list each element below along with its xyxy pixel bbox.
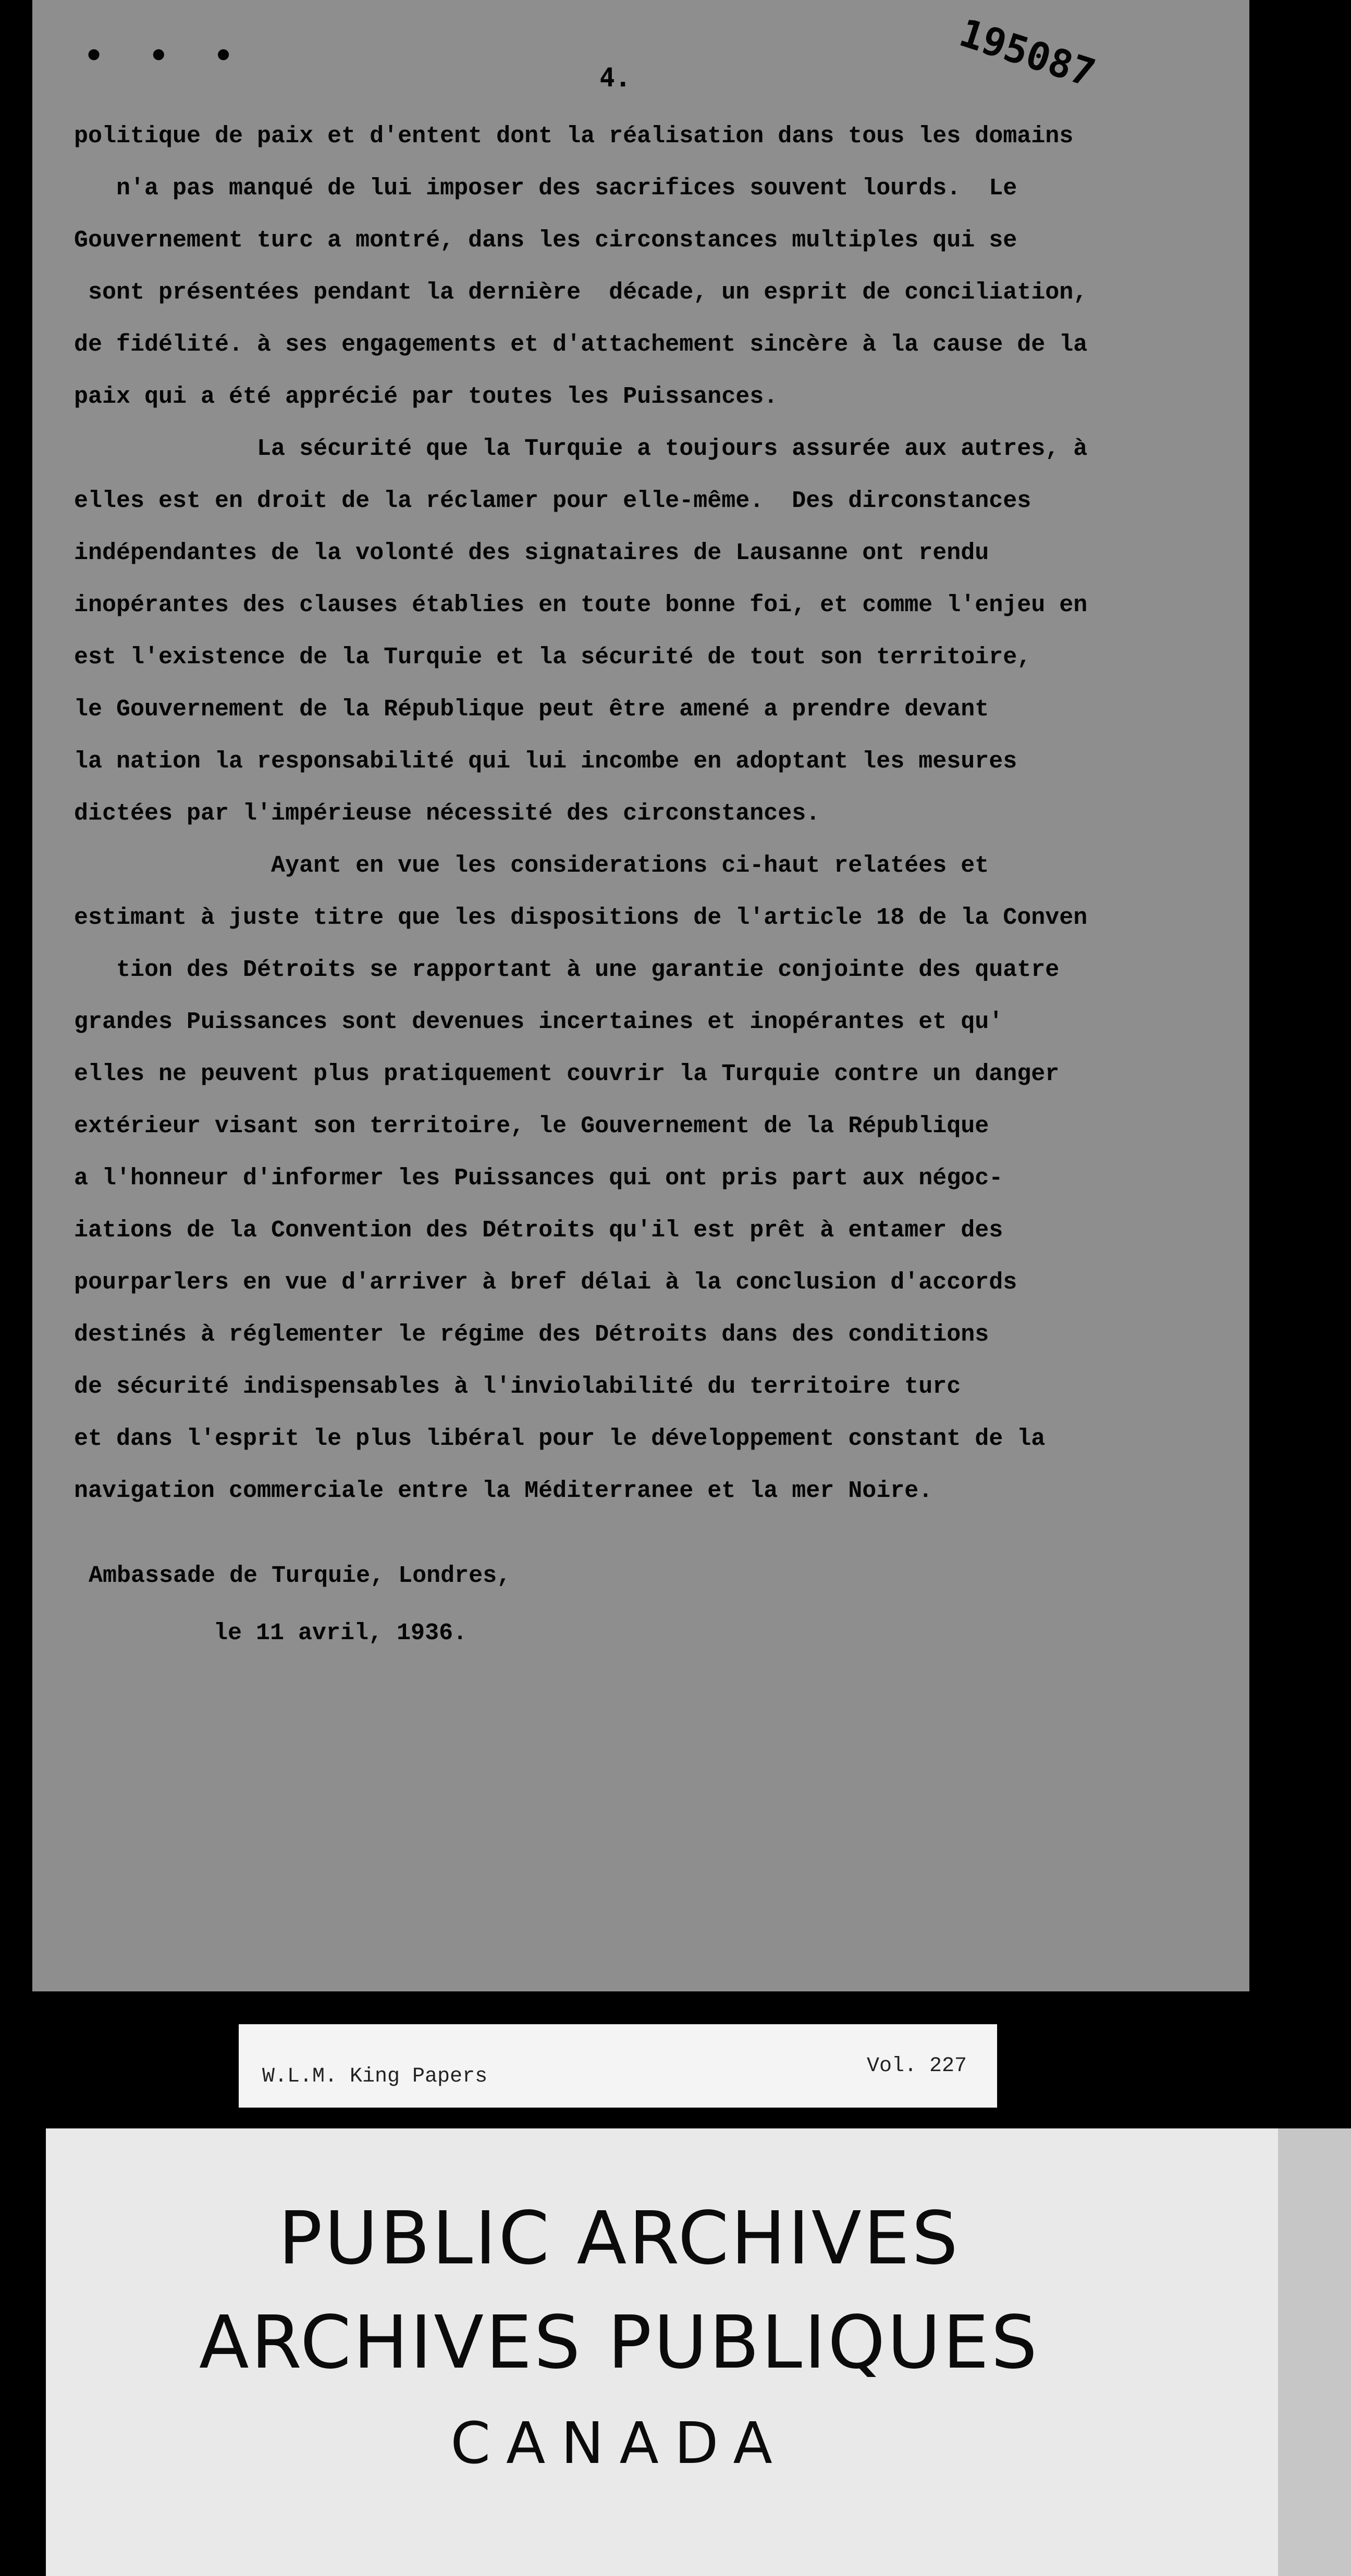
text-line: La sécurité que la Turquie a toujours assurée aux autres, à: [74, 436, 1088, 462]
collection-label: [239, 2024, 997, 2108]
text-line: de sécurité indispensables à l'inviolabilité du territoire turc: [74, 1373, 961, 1400]
letter-body: [74, 110, 1221, 1517]
text-line: et dans l'esprit le plus libéral pour le développement constant de la: [74, 1426, 1046, 1452]
archive-title-fr: ARCHIVES PUBLIQUES: [199, 2300, 1040, 2385]
text-line: destinés à réglementer le régime des Détroits dans des conditions: [74, 1321, 989, 1348]
text-line: a l'honneur d'informer les Puissances qui ont pris part aux négoc-: [74, 1165, 1003, 1192]
document-page: [32, 0, 1249, 1991]
text-line: Gouvernement turc a montré, dans les circonstances multiples qui se: [74, 227, 1017, 254]
archive-title-en: PUBLIC ARCHIVES: [278, 2196, 960, 2281]
text-line: de fidélité. à ses engagements et d'attachement sincère à la cause de la: [74, 331, 1088, 358]
text-line: grandes Puissances sont devenues incertaines et inopérantes et qu': [74, 1009, 1003, 1035]
archive-card: [46, 2128, 1351, 2576]
text-line: elles ne peuvent plus pratiquement couvrir la Turquie contre un danger: [74, 1061, 1060, 1087]
stamp-number: 195087: [954, 10, 1101, 96]
text-line: dictées par l'impérieuse nécessité des circonstances.: [74, 800, 820, 827]
text-line: sont présentées pendant la dernière décade, un esprit de conciliation,: [74, 279, 1088, 306]
text-line: politique de paix et d'entent dont la réalisation dans tous les domains: [74, 123, 1074, 150]
ink-dots: • • •: [84, 38, 247, 74]
text-line: tion des Détroits se rapportant à une garantie conjointe des quatre: [74, 957, 1060, 983]
text-line: Ayant en vue les considerations ci-haut relatées et: [74, 852, 989, 879]
text-line: inopérantes des clauses établies en toute bonne foi, et comme l'enjeu en: [74, 592, 1088, 618]
closing-line-2: le 11 avril, 1936.: [214, 1620, 468, 1646]
text-line: indépendantes de la volonté des signataires de Lausanne ont rendu: [74, 540, 989, 566]
archive-country: CANADA: [450, 2410, 788, 2476]
text-line: n'a pas manqué de lui imposer des sacrifices souvent lourds. Le: [74, 175, 1017, 202]
text-line: navigation commerciale entre la Méditerranee et la mer Noire.: [74, 1478, 933, 1504]
text-line: est l'existence de la Turquie et la sécurité de tout son territoire,: [74, 644, 1031, 671]
text-line: elles est en droit de la réclamer pour elle-même. Des dirconstances: [74, 488, 1031, 514]
volume-number: Vol. 227: [866, 2054, 967, 2078]
text-line: la nation la responsabilité qui lui incombe en adoptant les mesures: [74, 748, 1017, 775]
text-line: estimant à juste titre que les dispositions de l'article 18 de la Conven: [74, 905, 1088, 931]
page-number: 4.: [599, 63, 631, 93]
signature-block: [89, 1547, 511, 1662]
text-line: paix qui a été apprécié par toutes les Puissances.: [74, 383, 778, 410]
collection-name: W.L.M. King Papers: [262, 2065, 488, 2088]
closing-line-1: Ambassade de Turquie, Londres,: [89, 1563, 511, 1589]
card-edge-shadow: [1278, 2128, 1351, 2576]
text-line: pourparlers en vue d'arriver à bref délai à la conclusion d'accords: [74, 1269, 1017, 1296]
text-line: extérieur visant son territoire, le Gouvernement de la République: [74, 1113, 989, 1140]
text-line: le Gouvernement de la République peut être amené a prendre devant: [74, 696, 989, 723]
text-line: iations de la Convention des Détroits qu'il est prêt à entamer des: [74, 1217, 1003, 1244]
